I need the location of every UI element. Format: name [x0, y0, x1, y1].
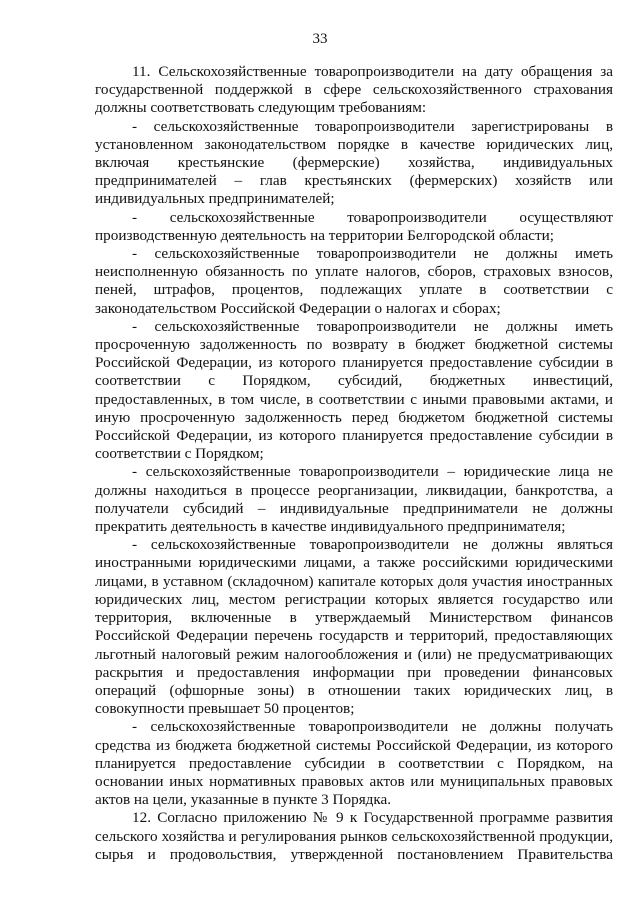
requirement-no-tax-debt: - сельскохозяйственные товаропроизводители не должны иметь неисполненную обязанность по уплате налогов, сборов, страховых взносов, пеней, штрафов, процентов, подлежащих уплате в соответствии с законодательством Российской Федерации о налогах и сборах;	[95, 245, 613, 317]
paragraph-12-start: 12. Согласно приложению № 9 к Государственной программе развития сельского хозяйства и регулирования рынков сельскохозяйственной продукции, сырья и продовольствия, утвержденной постановлением Правительства	[95, 809, 613, 863]
document-body	[95, 63, 613, 864]
requirement-no-overdue-debt: - сельскохозяйственные товаропроизводители не должны иметь просроченную задолженность по возврату в бюджет бюджетной системы Российской Федерации, из которого планируется предоставление субсидии в соответствии с Порядком, субсидий, бюджетных инвестиций, предоставленных, в том числе, в соответствии с иными правовыми актами, и иную просроченную задолженность перед бюджетом бюджетной системы Российской Федерации, из которого планируется предоставление субсидии в соответствии с Порядком;	[95, 317, 613, 463]
requirement-territory: - сельскохозяйственные товаропроизводители осуществляют производственную деятельность на территории Белгородской области;	[95, 208, 613, 244]
requirement-no-other-funds: - сельскохозяйственные товаропроизводители не должны получать средства из бюджета бюджетной системы Российской Федерации, из которого планируется предоставление субсидии в соответствии с Порядком, на основании иных нормативных правовых актов или муниципальных правовых актов на цели, указанные в пункте 3 Порядка.	[95, 718, 613, 809]
paragraph-11-intro: 11. Сельскохозяйственные товаропроизводители на дату обращения за государственной поддержкой в сфере сельскохозяйственного страхования должны соответствовать следующим требованиям:	[95, 63, 613, 117]
page-number: 33	[312, 31, 328, 47]
requirement-no-reorganization: - сельскохозяйственные товаропроизводители – юридические лица не должны находиться в процессе реорганизации, ликвидации, банкротства, а получатели субсидий – индивидуальные предприниматели не должны прекратить деятельность в качестве индивидуального предпринимателя;	[95, 463, 613, 536]
requirement-registration: - сельскохозяйственные товаропроизводители зарегистрированы в установленном законодательством порядке в качестве юридических лиц, включая крестьянские (фермерские) хозяйства, индивидуальных предпринимателей – глав крестьянских (фермерских) хозяйств или индивидуальных предпринимателей;	[95, 117, 613, 208]
requirement-not-foreign: - сельскохозяйственные товаропроизводители не должны являться иностранными юридическими лицами, а также российскими юридическими лицами, в уставном (складочном) капитале которых доля участия иностранных юридических лиц, местом регистрации которых является государство или территория, включенные в утверждаемый Министерством финансов Российской Федерации перечень государств и территорий, предоставляющих льготный налоговый режим налогообложения и (или) не предусматривающих раскрытия и предоставления информации при проведении финансовых операций (офшорные зоны) в отношении таких юридических лиц, в совокупности превышает 50 процентов;	[95, 536, 613, 718]
